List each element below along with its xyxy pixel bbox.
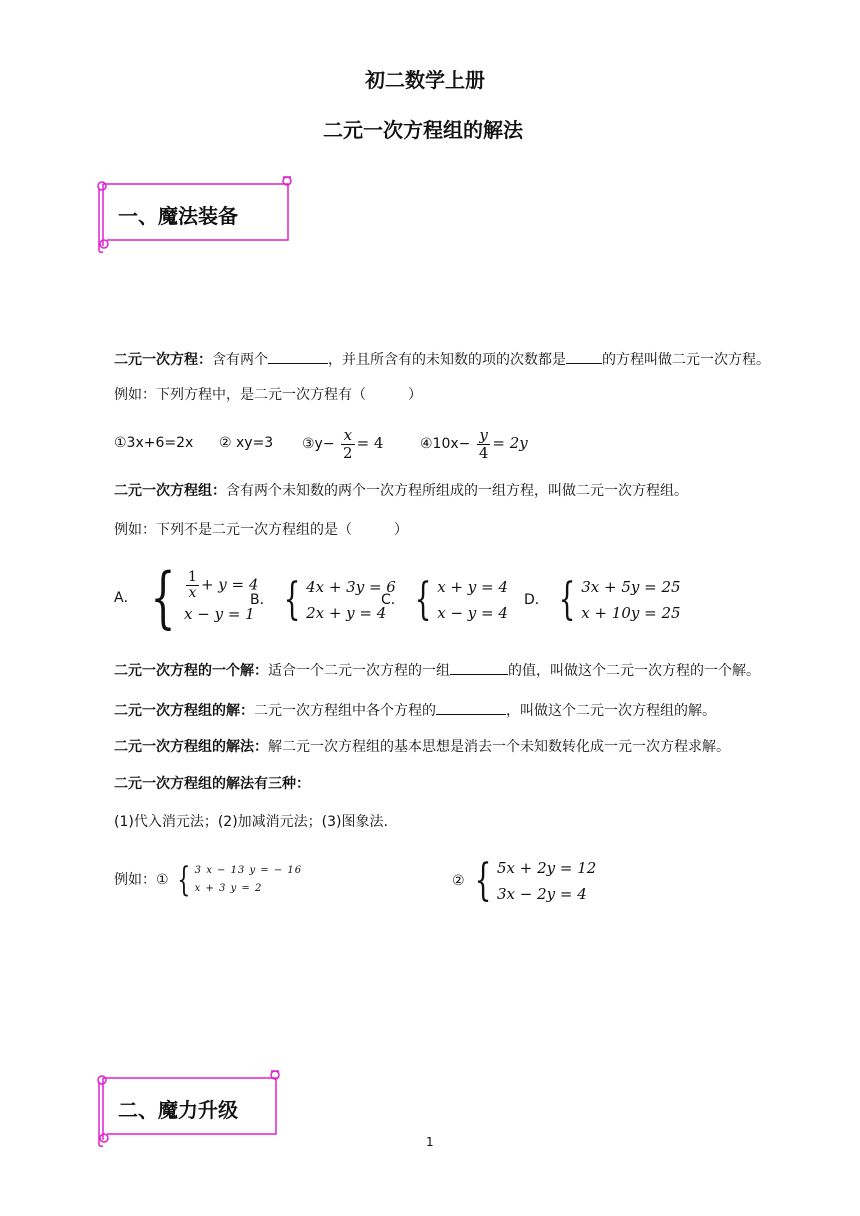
- choice-a: A． { $\frac{1}{x}$ + y = 4 x − y = 1: [114, 559, 259, 636]
- definition-system-solution: 二元一次方程组的解：二元一次方程组中各个方程的 ，叫做这个二元一次方程组的解。: [114, 700, 716, 721]
- doc-title: 初二数学上册: [365, 68, 485, 92]
- section-heading-1: 一、魔法装备: [118, 204, 238, 228]
- page-number: 1: [426, 1135, 434, 1149]
- section-heading-2: 二、魔力升级: [118, 1098, 238, 1122]
- choice-b: B． { 4x + 3y = 6 2x + y = 4: [250, 574, 396, 625]
- definition-method: 二元一次方程组的解法：解二元一次方程组的基本思想是消去一个未知数转化成一元一次方程求解。: [114, 739, 730, 755]
- choice-d: D． { 3x + 5y = 25 x + 10y = 25: [524, 574, 681, 625]
- option-4: ④10x− $\frac{y}{4}$ = 2y: [420, 425, 528, 462]
- doc-subtitle: 二元一次方程组的解法: [323, 118, 523, 142]
- option-2: ② xy=3: [219, 435, 274, 451]
- definition-solution: 二元一次方程的一个解：适合一个二元一次方程的一组 的值，叫做这个二元一次方程的一个解。: [114, 660, 760, 681]
- example-2: 例如：下列不是二元一次方程组的是（ ）: [114, 522, 408, 538]
- choice-c: C． { x + y = 4 x − y = 4: [381, 574, 508, 625]
- option-3: ③y− $\frac{x}{2}$ = 4: [302, 425, 384, 462]
- methods-list: (1)代入消元法；(2)加减消元法；(3)图象法.: [114, 814, 388, 830]
- option-1: ①3x+6=2x: [114, 435, 194, 451]
- example-3: 例如：① { 3 x − 13 y = − 16 x + 3 y = 2: [114, 860, 303, 900]
- definition-three-methods: 二元一次方程组的解法有三种：: [114, 776, 310, 792]
- example-4: ② { 5x + 2y = 12 3x − 2y = 4: [452, 855, 597, 906]
- definition-equation: 二元一次方程：含有两个 ，并且所含有的未知数的项的次数都是 的方程叫做二元一次方程。: [114, 349, 770, 370]
- example-1: 例如：下列方程中，是二元一次方程有（ ）: [114, 387, 422, 403]
- definition-system: 二元一次方程组：含有两个未知数的两个一次方程所组成的一组方程，叫做二元一次方程组。: [114, 483, 688, 499]
